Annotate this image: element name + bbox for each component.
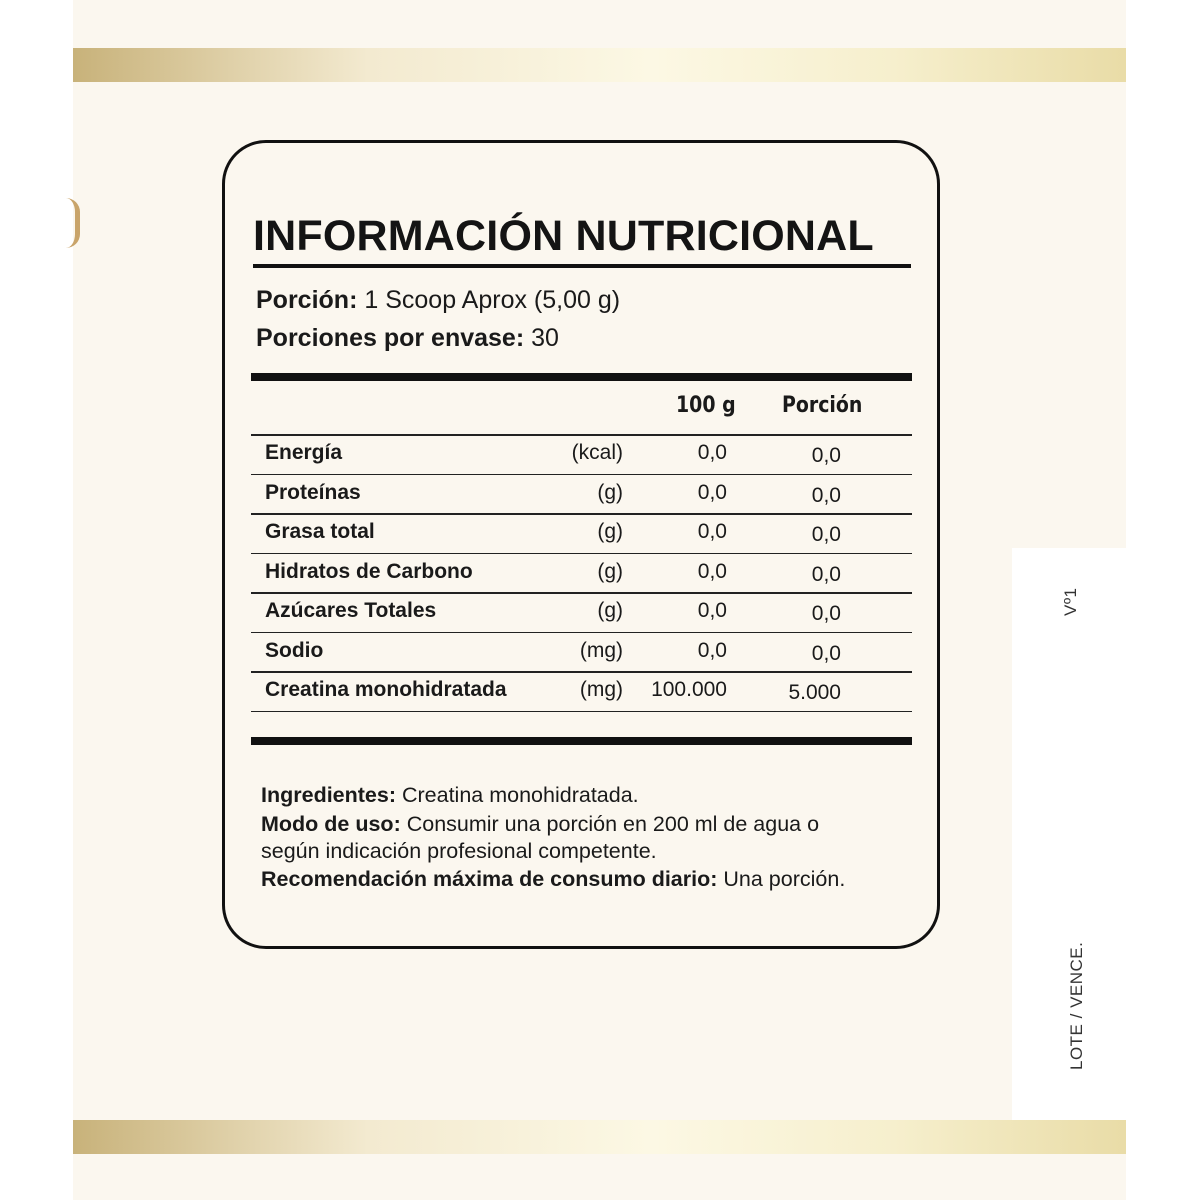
row-nutrient-name: Sodio [265, 638, 324, 662]
row-nutrient-name: Creatina monohidratada [265, 678, 507, 701]
row-nutrient-name: Energía [265, 441, 343, 464]
ingredients-line [261, 783, 639, 808]
row-value-per-100g: 0,0 [697, 441, 727, 464]
version-text: Vº1 [1061, 587, 1080, 616]
servings-per-container-value: 30 [531, 324, 559, 352]
row-nutrient-name: Hidratos de Carbono [265, 559, 473, 583]
row-unit: (g) [597, 559, 623, 583]
usage-value-line2: según indicación profesional competente. [261, 839, 657, 863]
row-unit: (g) [597, 599, 623, 622]
row-value-per-portion: 0,0 [811, 523, 841, 546]
row-value-per-portion: 0,0 [811, 483, 841, 507]
row-value-per-100g: 0,0 [697, 559, 727, 583]
gold-band-top [73, 48, 1126, 82]
max-intake-value: Una porción. [723, 867, 846, 891]
row-value-per-portion: 0,0 [811, 641, 841, 665]
gold-edge-mark [66, 198, 80, 248]
servings-per-container-label: Porciones por envase: [256, 324, 525, 352]
row-nutrient-name: Azúcares Totales [265, 599, 437, 622]
column-header-per-100g: 100 g [676, 393, 736, 418]
serving-size-label: Porción: [256, 286, 358, 314]
max-intake-line [261, 867, 845, 892]
ingredients-label: Ingredientes: [261, 783, 396, 807]
row-value-per-100g: 0,0 [697, 480, 727, 504]
row-unit: (g) [597, 480, 623, 504]
serving-size [256, 286, 620, 315]
table-top-rule [251, 373, 912, 381]
usage-line [261, 812, 819, 837]
row-unit: (mg) [579, 638, 623, 662]
row-divider [251, 553, 912, 555]
row-nutrient-name: Proteínas [265, 480, 361, 504]
lot-expiry-text: LOTE / VENCE. [1067, 941, 1086, 1070]
table-bottom-rule [251, 737, 912, 745]
serving-size-value: 1 Scoop Aprox (5,00 g) [364, 286, 621, 314]
nutrition-title: INFORMACIÓN NUTRICIONAL [253, 212, 874, 260]
row-unit: (mg) [579, 678, 623, 701]
max-intake-label: Recomendación máxima de consumo diario: [261, 867, 718, 891]
row-value-per-100g: 0,0 [697, 520, 727, 543]
column-header-per-portion: Porción [782, 393, 863, 418]
row-divider [251, 711, 912, 713]
usage-value-line1: Consumir una porción en 200 ml de agua o [406, 812, 820, 836]
row-divider [251, 671, 912, 673]
row-nutrient-name: Grasa total [265, 520, 375, 543]
title-underline [253, 264, 911, 268]
row-value-per-portion: 5.000 [788, 681, 841, 704]
row-value-per-100g: 100.000 [651, 678, 727, 701]
row-divider [251, 474, 912, 476]
row-value-per-portion: 0,0 [811, 562, 841, 586]
gold-band-bottom [73, 1120, 1126, 1154]
servings-per-container [256, 324, 559, 353]
usage-label: Modo de uso: [261, 812, 401, 836]
row-divider [251, 632, 912, 634]
row-divider [251, 434, 912, 436]
row-value-per-portion: 0,0 [811, 444, 841, 467]
ingredients-value: Creatina monohidratada. [401, 783, 639, 807]
row-divider [251, 513, 912, 515]
usage-line-continued [261, 839, 657, 864]
row-value-per-portion: 0,0 [811, 602, 841, 625]
row-value-per-100g: 0,0 [697, 638, 727, 662]
row-value-per-100g: 0,0 [697, 599, 727, 622]
row-unit: (g) [597, 520, 623, 543]
row-divider [251, 592, 912, 594]
row-unit: (kcal) [571, 441, 623, 464]
